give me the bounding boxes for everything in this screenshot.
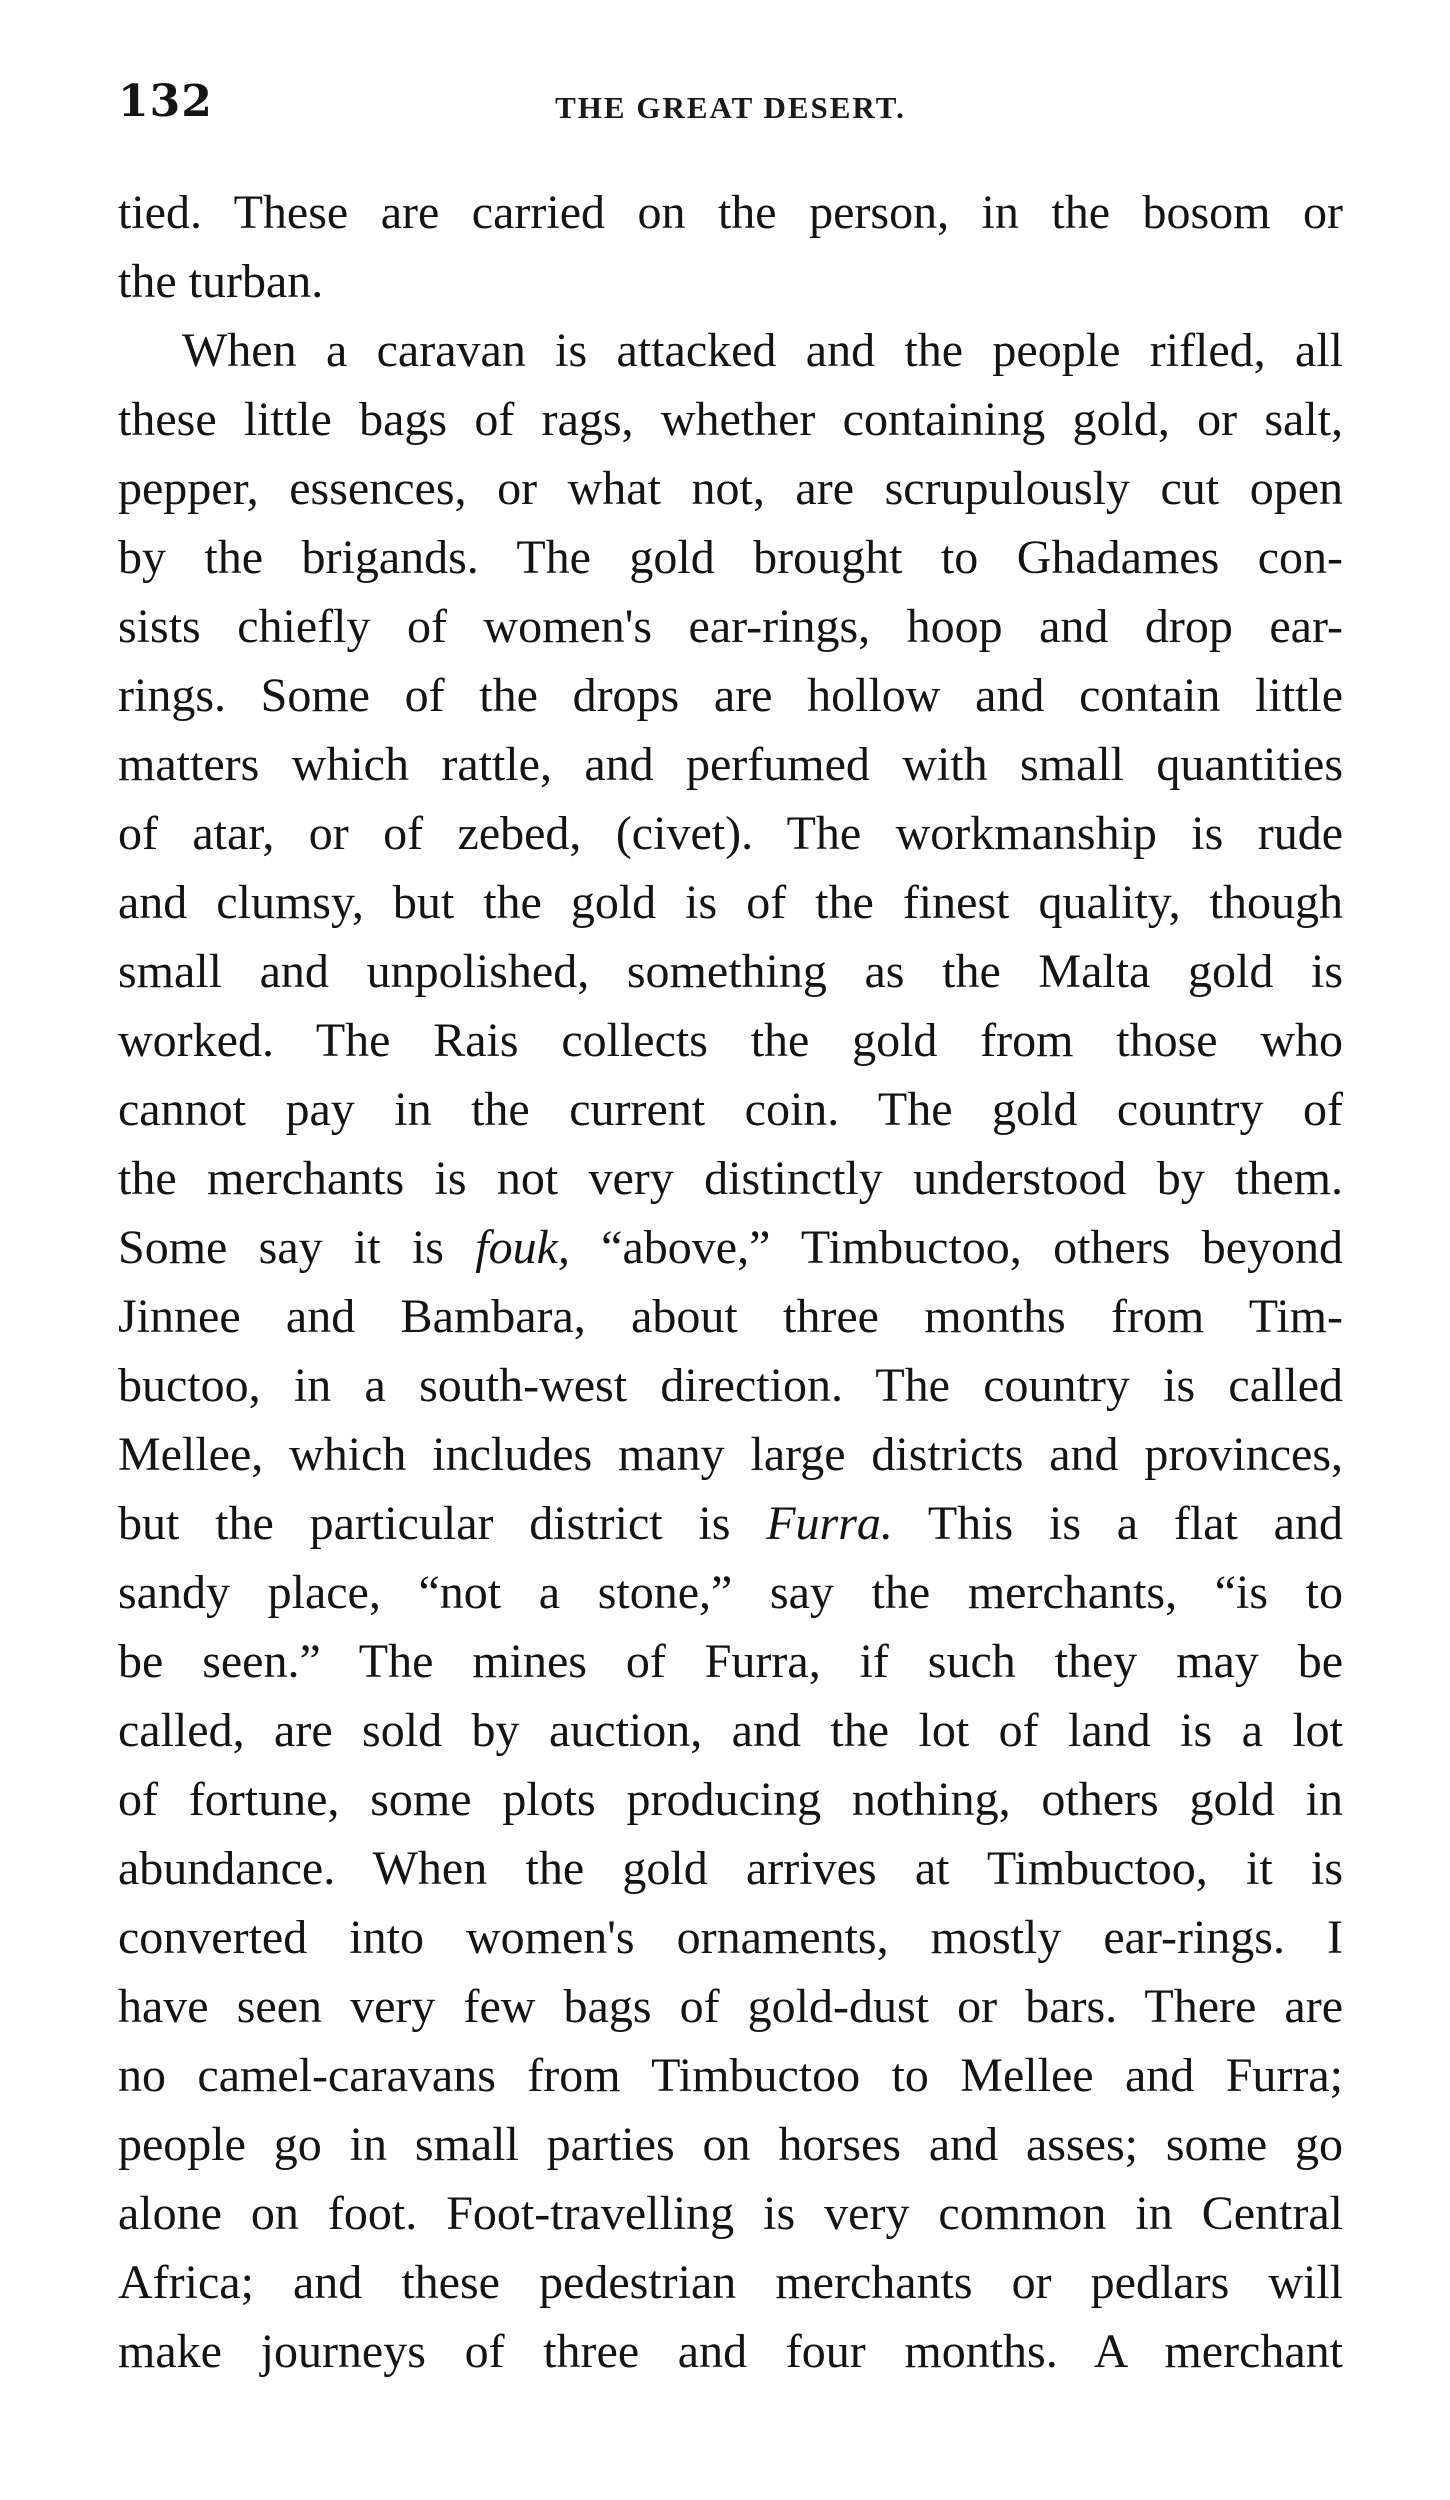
page-header: [118, 76, 1343, 136]
italic-word-furra: Furra.: [766, 1497, 893, 1550]
text-line: small and unpolished, something as the Malta gold is: [118, 945, 1343, 998]
text-line: When a caravan is attacked and the people rifled, all: [182, 324, 1343, 377]
text-line: have seen very few bags of gold-dust or bars. There are: [118, 1980, 1343, 2033]
text-line: sists chiefly of women's ear-rings, hoop and drop ear-: [118, 600, 1343, 653]
text-line: by the brigands. The gold brought to Ghadames con-: [118, 531, 1343, 584]
text-line: tied. These are carried on the person, in the bosom or: [118, 186, 1343, 239]
text-line: [118, 1213, 1343, 1282]
text-line: people go in small parties on horses and asses; some go: [118, 2118, 1343, 2171]
text-run: “above,” Timbuctoo, others beyond: [569, 1221, 1343, 1274]
body-text: [118, 178, 1343, 2386]
text-line: converted into women's ornaments, mostly ear-rings. I: [118, 1911, 1343, 1964]
text-line: make journeys of three and four months. A merchant: [118, 2325, 1343, 2378]
text-line: these little bags of rags, whether containing gold, or salt,: [118, 393, 1343, 446]
text-line: Jinnee and Bambara, about three months from Tim-: [118, 1290, 1343, 1343]
text-line: and clumsy, but the gold is of the finest quality, though: [118, 876, 1343, 929]
text-line: rings. Some of the drops are hollow and contain little: [118, 669, 1343, 722]
text-run: Some say it is: [118, 1221, 476, 1274]
text-run: This is a flat and: [892, 1497, 1343, 1550]
text-line: matters which rattle, and perfumed with small quantities: [118, 738, 1343, 791]
text-line: pepper, essences, or what not, are scrupulously cut open: [118, 462, 1343, 515]
text-line: worked. The Rais collects the gold from those who: [118, 1014, 1343, 1067]
text-line: the turban.: [118, 255, 324, 308]
text-run: but the particular district is: [118, 1497, 767, 1550]
text-line: buctoo, in a south-west direction. The country is called: [118, 1359, 1343, 1412]
text-line: be seen.” The mines of Furra, if such they may be: [118, 1635, 1343, 1688]
text-line: [118, 1489, 1343, 1558]
text-line: of fortune, some plots producing nothing, others gold in: [118, 1773, 1343, 1826]
text-line: of atar, or of zebed, (civet). The workmanship is rude: [118, 807, 1343, 860]
text-line: called, are sold by auction, and the lot of land is a lot: [118, 1704, 1343, 1757]
text-line: the merchants is not very distinctly understood by them.: [118, 1152, 1343, 1205]
page-number: 132: [118, 76, 213, 127]
text-line: cannot pay in the current coin. The gold country of: [118, 1083, 1343, 1136]
text-line: no camel-caravans from Timbuctoo to Mellee and Furra;: [118, 2049, 1343, 2102]
italic-word-fouk: fouk,: [475, 1221, 570, 1274]
running-head: THE GREAT DESERT.: [555, 90, 906, 125]
text-line: Mellee, which includes many large districts and provinces,: [118, 1428, 1343, 1481]
text-line: alone on foot. Foot-travelling is very common in Central: [118, 2187, 1343, 2240]
text-line: abundance. When the gold arrives at Timbuctoo, it is: [118, 1842, 1343, 1895]
text-line: Africa; and these pedestrian merchants or pedlars will: [118, 2256, 1343, 2309]
text-line: sandy place, “not a stone,” say the merchants, “is to: [118, 1566, 1343, 1619]
